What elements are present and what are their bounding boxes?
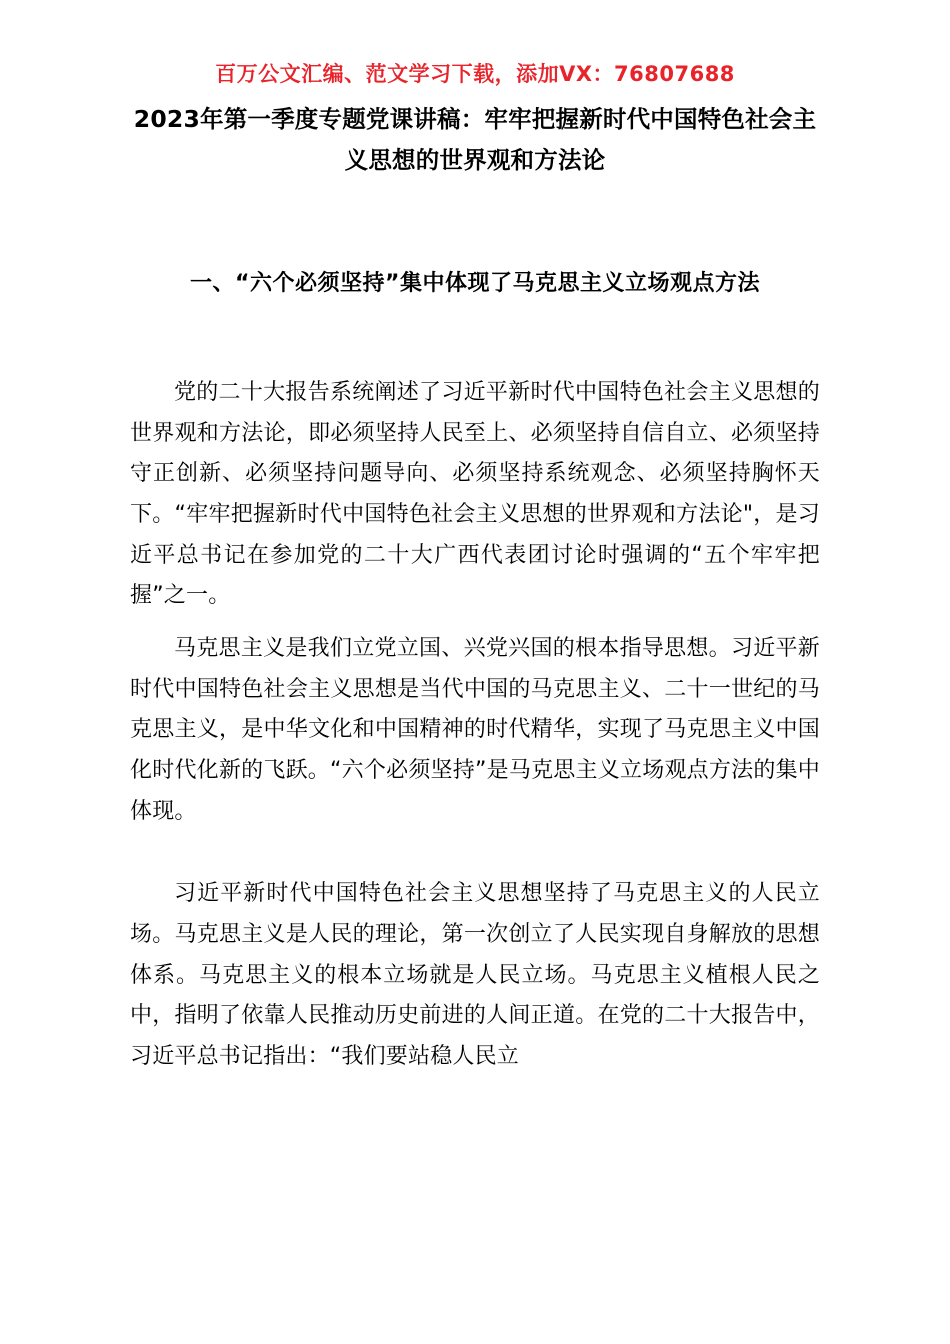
paragraph: 党的二十大报告系统阐述了习近平新时代中国特色社会主义思想的世界观和方法论，即必须坚持人民至上、必须坚持自信自立、必须坚持守正创新、必须坚持问题导向、必须坚持系统观念、必须坚持胸怀天下。“牢牢把握新时代中国特色社会主义思想的世界观和方法论"，是习近平总书记在参加党的二十大广西代表团讨论时强调的“五个牢牢把握”之一。 — [130, 379, 820, 609]
watermark-text: 百万公文汇编、范文学习下载，添加VX：76807688 — [215, 62, 735, 86]
paragraph: 习近平新时代中国特色社会主义思想坚持了马克思主义的人民立场。马克思主义是人民的理论，第一次创立了人民实现自身解放的思想体系。马克思主义的根本立场就是人民立场。马克思主义植根人民之中，指明了依靠人民推动历史前进的人间正道。在党的二十大报告中，习近平总书记指出：“我们要站稳人民立 — [130, 881, 820, 1070]
document-body — [130, 373, 820, 1078]
section-heading: 一、“六个必须坚持”集中体现了马克思主义立场观点方法 — [190, 271, 760, 297]
paragraph: 马克思主义是我们立党立国、兴党兴国的根本指导思想。习近平新时代中国特色社会主义思想是当代中国的马克思主义、二十一世纪的马克思主义，是中华文化和中国精神的时代精华，实现了马克思主义中国化时代化新的飞跃。“六个必须坚持”是马克思主义立场观点方法的集中体现。 — [130, 635, 820, 824]
page-title: 2023年第一季度专题党课讲稿：牢牢把握新时代中国特色社会主义思想的世界观和方法论 — [133, 105, 817, 175]
